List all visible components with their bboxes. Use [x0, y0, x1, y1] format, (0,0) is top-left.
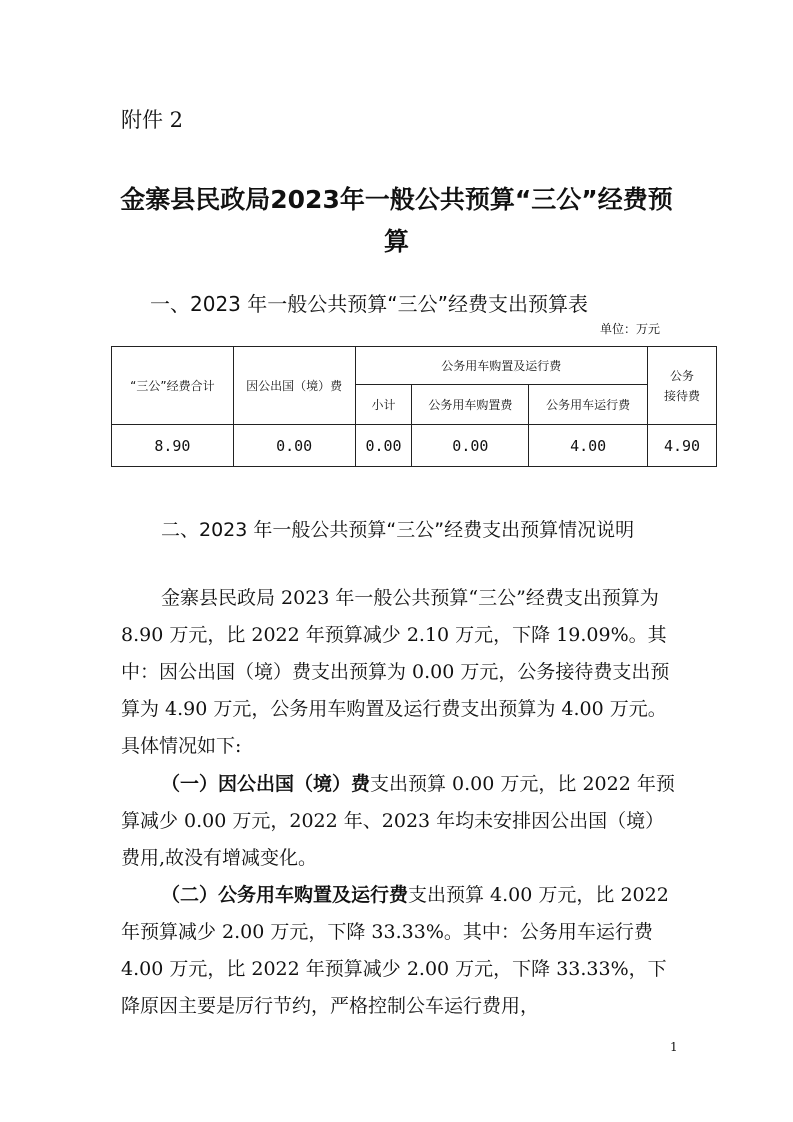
value-reception: 4.90	[648, 425, 717, 467]
header-reception	[648, 347, 717, 425]
section2-heading: 二、2023 年一般公共预算“三公”经费支出预算情况说明	[161, 519, 635, 541]
header-subtotal: 小计	[355, 385, 412, 425]
paragraph-vehicle	[121, 877, 681, 1025]
value-operation: 4.00	[529, 425, 648, 467]
value-subtotal: 0.00	[355, 425, 412, 467]
value-abroad: 0.00	[233, 425, 355, 467]
value-purchase: 0.00	[412, 425, 529, 467]
unit-label: 单位：万元	[600, 322, 661, 336]
paragraph-abroad-text: 支出预算 0.00 万元，比 2022 年预算减少 0.00 万元，2022 年、2023 年均未安排因公出国（境）费用,故没有增减变化。	[121, 773, 675, 869]
budget-table	[111, 346, 717, 467]
paragraph-vehicle-heading: （二）公务用车购置及运行费	[161, 884, 409, 906]
paragraph-abroad	[121, 766, 681, 877]
header-vehicle-group: 公务用车购置及运行费	[355, 347, 648, 385]
attachment-label: 附件 2	[121, 108, 184, 132]
header-abroad: 因公出国（境）费	[233, 347, 355, 425]
paragraph-vehicle-text: 支出预算 4.00 万元，比 2022 年预算减少 2.00 万元，下降 33.33%。其中：公务用车运行费 4.00 万元，比 2022 年预算减少 2.00 万元，下降 33.33%，下降原因主要是厉行节约，严格控制公车运行费用，	[121, 884, 669, 1017]
header-purchase: 公务用车购置费	[412, 385, 529, 425]
paragraph-abroad-heading: （一）因公出国（境）费	[161, 773, 371, 795]
header-reception-line1: 公务	[670, 368, 695, 383]
paragraph-summary: 金寨县民政局 2023 年一般公共预算“三公”经费支出预算为 8.90 万元，比 2022 年预算减少 2.10 万元，下降 19.09%。其中：因公出国（境）费支出预算为 0.00 万元，公务接待费支出预算为 4.90 万元，公务用车购置及运行费支出预算为 4.00 万元。具体情况如下:	[121, 587, 670, 757]
page-number: 1	[670, 1040, 678, 1054]
value-total: 8.90	[112, 425, 234, 467]
section1-heading: 一、2023 年一般公共预算“三公”经费支出预算表	[150, 292, 588, 316]
header-reception-line2: 接待费	[664, 388, 701, 403]
document-title-line2: 算	[383, 227, 409, 256]
header-operation: 公务用车运行费	[529, 385, 648, 425]
header-total: “三公”经费合计	[112, 347, 234, 425]
document-title-line1: 金寨县民政局2023年一般公共预算“三公”经费预	[120, 185, 673, 214]
